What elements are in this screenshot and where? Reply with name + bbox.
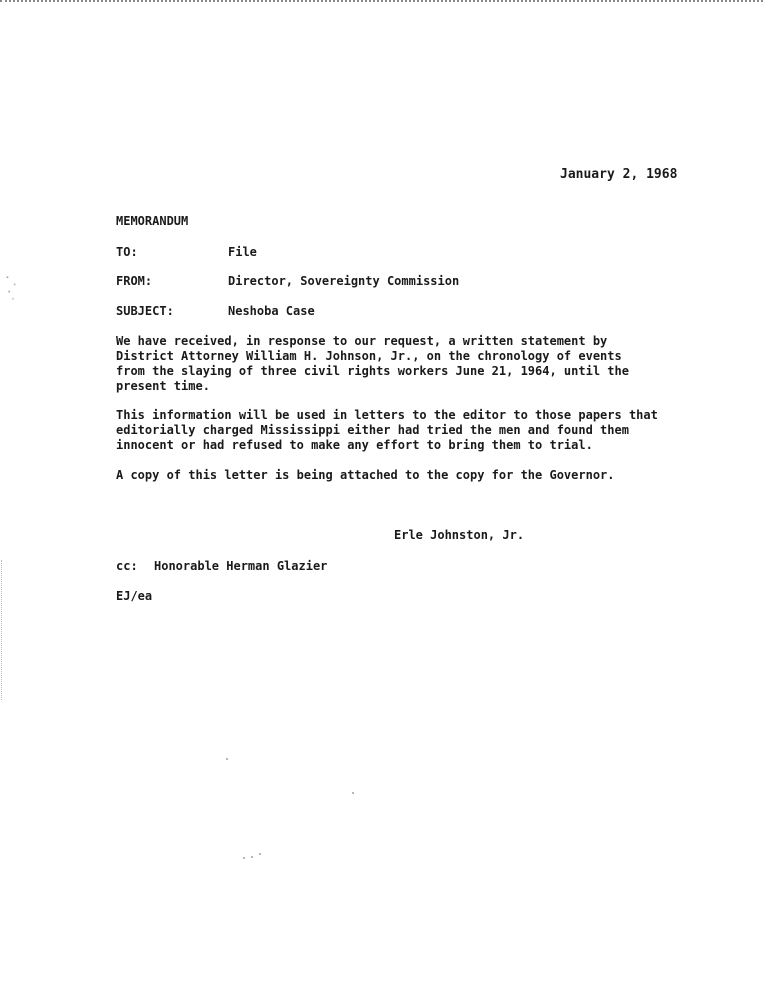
signature-name: Erle Johnston, Jr.	[394, 528, 525, 542]
memo-date: January 2, 1968	[560, 167, 678, 182]
paragraph-line: editorially charged Mississippi either had tried the men and found them	[116, 423, 629, 437]
to-label: TO:	[116, 245, 138, 259]
paragraph-line: This information will be used in letters to the editor to those papers that	[116, 408, 658, 422]
scan-margin-marks	[1, 560, 4, 700]
scan-speckle	[2, 270, 20, 306]
cc-recipient: Honorable Herman Glazier	[154, 559, 328, 573]
typist-initials: EJ/ea	[116, 589, 153, 603]
scan-speck	[226, 758, 228, 760]
paragraph-line: We have received, in response to our request, a written statement by	[116, 334, 608, 348]
from-label: FROM:	[116, 274, 153, 288]
subject-value: Neshoba Case	[228, 304, 315, 318]
page-top-edge	[0, 0, 763, 6]
paragraph-line: innocent or had refused to make any effort to bring them to trial.	[116, 438, 593, 452]
scan-speck	[352, 792, 354, 794]
to-value: File	[228, 245, 257, 259]
cc-line	[116, 559, 327, 573]
paragraph-line: present time.	[116, 379, 210, 393]
cc-label: cc:	[116, 559, 138, 573]
paragraph-line: A copy of this letter is being attached to the copy for the Governor.	[116, 468, 615, 482]
paragraph-line: District Attorney William H. Johnson, Jr., on the chronology of events	[116, 349, 622, 363]
scan-speck	[243, 857, 245, 859]
from-value: Director, Sovereignty Commission	[228, 274, 460, 288]
body-paragraph-2	[116, 408, 691, 453]
scan-speck	[251, 856, 253, 858]
scan-speck	[259, 853, 261, 855]
body-paragraph-1	[116, 334, 691, 394]
body-paragraph-3	[116, 468, 691, 483]
memo-title: MEMORANDUM	[116, 214, 189, 228]
paragraph-line: from the slaying of three civil rights workers June 21, 1964, until the	[116, 364, 629, 378]
subject-label: SUBJECT:	[116, 304, 174, 318]
